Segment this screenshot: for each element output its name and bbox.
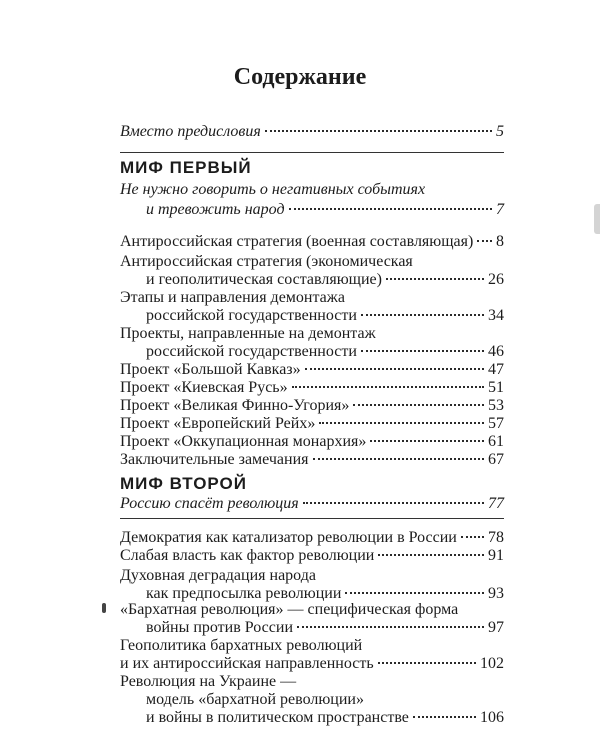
entry-text: и геополитическая составляющие) — [146, 271, 382, 288]
entry-page: 67 — [488, 451, 504, 468]
dot-leader — [361, 314, 484, 316]
entry-text: и войны в политическом пространстве — [146, 709, 409, 726]
toc-entry-preface[interactable] — [120, 122, 504, 142]
entry-page: 97 — [488, 619, 504, 636]
page-title: Содержание — [233, 64, 367, 90]
toc-entry-line[interactable]: Духовная деградация народа — [120, 567, 316, 584]
toc-entry[interactable] — [120, 432, 504, 452]
entry-page: 47 — [488, 361, 504, 378]
toc-entry-line[interactable]: Этапы и направления демонтажа — [120, 289, 345, 306]
dot-leader — [386, 278, 484, 280]
entry-page: 106 — [480, 709, 504, 726]
toc-entry-line[interactable]: «Бархатная революция» — специфическая форма — [120, 601, 459, 618]
dot-leader — [345, 592, 484, 594]
dot-leader — [319, 422, 484, 424]
dot-leader — [292, 386, 484, 388]
entry-page: 7 — [496, 201, 504, 218]
toc-entry-line[interactable]: Геополитика бархатных революций — [120, 637, 363, 654]
toc-entry[interactable] — [120, 528, 504, 548]
entry-text: Проект «Киевская Русь» — [120, 379, 288, 396]
entry-text: как предпосылка революции — [146, 585, 342, 602]
entry-text: Проект «Европейский Рейх» — [120, 415, 316, 432]
entry-page: 93 — [488, 585, 504, 602]
dot-leader — [303, 502, 484, 504]
entry-page: 8 — [496, 233, 504, 250]
margin-mark — [102, 603, 106, 613]
entry-text: Вместо предисловия — [120, 123, 261, 140]
dot-leader — [477, 240, 492, 242]
toc-entry-myth2-subtitle[interactable] — [120, 494, 504, 514]
dot-leader — [265, 130, 492, 132]
toc-entry[interactable] — [120, 396, 504, 416]
dot-leader — [353, 404, 484, 406]
toc-entry[interactable] — [120, 378, 504, 398]
entry-page: 51 — [488, 379, 504, 396]
section-divider — [120, 518, 504, 519]
toc-entry[interactable] — [120, 450, 504, 470]
page-edge-shadow — [594, 204, 600, 234]
entry-text: Слабая власть как фактор революции — [120, 547, 375, 564]
entry-page: 91 — [488, 547, 504, 564]
dot-leader — [413, 716, 476, 718]
entry-text: Проект «Большой Кавказ» — [120, 361, 301, 378]
toc-entry[interactable] — [146, 708, 504, 728]
toc-entry[interactable] — [120, 414, 504, 434]
dot-leader — [370, 440, 484, 442]
entry-text: Демократия как катализатор революции в России — [120, 529, 457, 546]
myth1-subtitle-line1: Не нужно говорить о негативных событиях — [120, 181, 426, 198]
entry-page: 34 — [488, 307, 504, 324]
entry-text: Антироссийская стратегия (военная составляющая) — [120, 233, 474, 250]
entry-text: и их антироссийская направленность — [120, 655, 374, 672]
dot-leader — [378, 662, 476, 664]
entry-text: российской государственности — [146, 343, 357, 360]
dot-leader — [305, 368, 484, 370]
entry-page: 53 — [488, 397, 504, 414]
dot-leader — [461, 536, 484, 538]
section-divider — [120, 152, 504, 153]
entry-text: войны против России — [146, 619, 294, 636]
dot-leader — [378, 554, 484, 556]
toc-entry[interactable] — [146, 306, 504, 326]
entry-text: Россию спасёт революция — [120, 495, 299, 512]
entry-page: 102 — [480, 655, 504, 672]
entry-text: российской государственности — [146, 307, 357, 324]
dot-leader — [361, 350, 484, 352]
entry-text: Проект «Великая Финно-Угория» — [120, 397, 350, 414]
dot-leader — [313, 458, 485, 460]
toc-entry[interactable] — [120, 232, 504, 252]
entry-page: 61 — [488, 433, 504, 450]
entry-text: Заключительные замечания — [120, 451, 309, 468]
toc-entry[interactable] — [120, 654, 504, 674]
entry-page: 5 — [496, 123, 504, 140]
entry-page: 78 — [488, 529, 504, 546]
toc-entry-line[interactable]: модель «бархатной революции» — [146, 691, 364, 708]
toc-entry-line[interactable]: Революция на Украине — — [120, 673, 297, 690]
toc-entry[interactable] — [146, 618, 504, 638]
toc-entry[interactable] — [120, 546, 504, 566]
toc-entry-line[interactable]: Антироссийская стратегия (экономическая — [120, 253, 413, 270]
entry-text: и тревожить народ — [146, 201, 285, 218]
toc-entry-myth1-subtitle[interactable] — [146, 200, 504, 220]
toc-entry[interactable] — [146, 342, 504, 362]
toc-entry-line[interactable]: Проекты, направленные на демонтаж — [120, 325, 376, 342]
entry-page: 46 — [488, 343, 504, 360]
dot-leader — [289, 208, 492, 210]
entry-page: 57 — [488, 415, 504, 432]
toc-entry[interactable] — [146, 270, 504, 290]
dot-leader — [297, 626, 484, 628]
entry-page: 26 — [488, 271, 504, 288]
section-title-myth1: МИФ ПЕРВЫЙ — [120, 158, 252, 177]
entry-page: 77 — [488, 495, 504, 512]
entry-text: Проект «Оккупационная монархия» — [120, 433, 367, 450]
toc-entry[interactable] — [120, 360, 504, 380]
section-title-myth2: МИФ ВТОРОЙ — [120, 474, 247, 493]
